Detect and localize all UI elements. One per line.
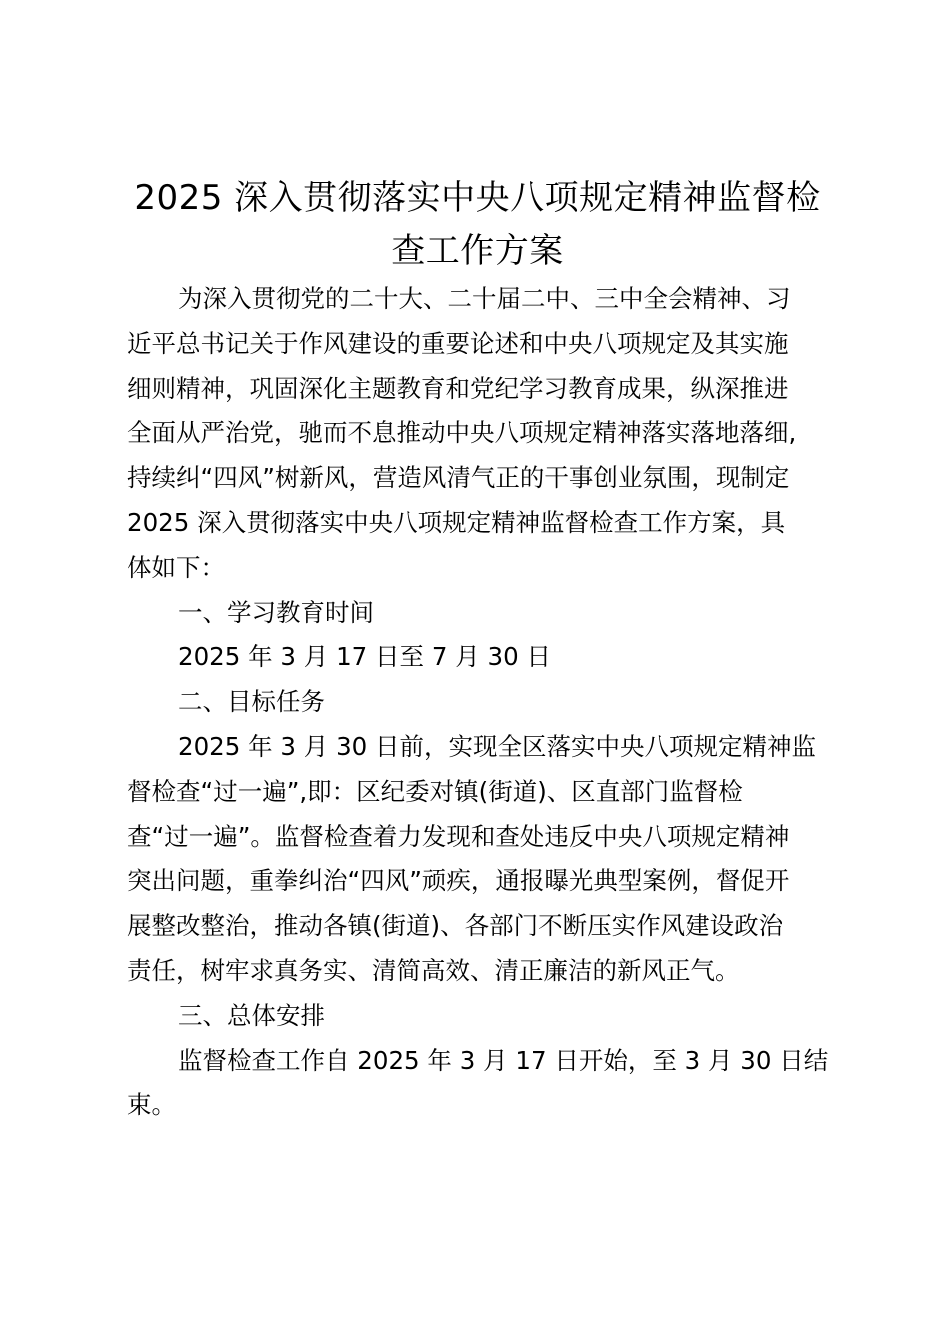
heading-text: 三、总体安排: [178, 1000, 325, 1030]
text-line: 督检查“过一遍”,即：区纪委对镇(街道)、区直部门监督检: [127, 776, 743, 806]
title-line: 2025 深入贯彻落实中央八项规定精神监督检: [134, 178, 821, 218]
document-title: [120, 172, 835, 278]
paragraph-intro: [127, 277, 832, 591]
text-line: 细则精神，巩固深化主题教育和党纪学习教育成果，纵深推进: [127, 373, 789, 403]
text-line: 全面从严治党，驰而不息推动中央八项规定精神落实落地落细,: [127, 418, 797, 448]
text-line: 2025 深入贯彻落实中央八项规定精神监督检查工作方案，具: [127, 507, 786, 537]
text-line: 展整改整治，推动各镇(街道)、各部门不断压实作风建设政治: [127, 911, 784, 941]
text-line: 2025 年 3 月 17 日至 7 月 30 日: [178, 642, 551, 672]
document-body: [127, 277, 832, 1128]
paragraph-date-range: [127, 635, 832, 680]
text-line: 2025 年 3 月 30 日前，实现全区落实中央八项规定精神监: [178, 731, 817, 761]
text-line: 近平总书记关于作风建设的重要论述和中央八项规定及其实施: [127, 328, 789, 358]
paragraph-goals: [127, 725, 832, 994]
text-line: 持续纠“四风”树新风，营造风清气正的干事创业氛围，现制定: [127, 463, 790, 493]
section-heading-arrangement: [127, 994, 832, 1039]
heading-text: 二、目标任务: [178, 687, 325, 717]
text-line: 体如下：: [127, 552, 225, 582]
section-heading-goals: [127, 680, 832, 725]
heading-text: 一、学习教育时间: [178, 597, 374, 627]
paragraph-arrangement: [127, 1039, 832, 1129]
text-line: 为深入贯彻党的二十大、二十届二中、三中全会精神、习: [178, 284, 791, 313]
text-line: 查“过一遍”。监督检查着力发现和查处违反中央八项规定精神: [127, 821, 790, 851]
text-line: 责任，树牢求真务实、清简高效、清正廉洁的新风正气。: [127, 955, 740, 985]
section-heading-time: [127, 591, 832, 636]
title-line: 查工作方案: [391, 231, 564, 271]
text-line: 束。: [127, 1090, 176, 1120]
text-line: 监督检查工作自 2025 年 3 月 17 日开始，至 3 月 30 日结: [178, 1045, 829, 1075]
text-line: 突出问题，重拳纠治“四风”顽疾，通报曝光典型案例，督促开: [127, 866, 790, 896]
